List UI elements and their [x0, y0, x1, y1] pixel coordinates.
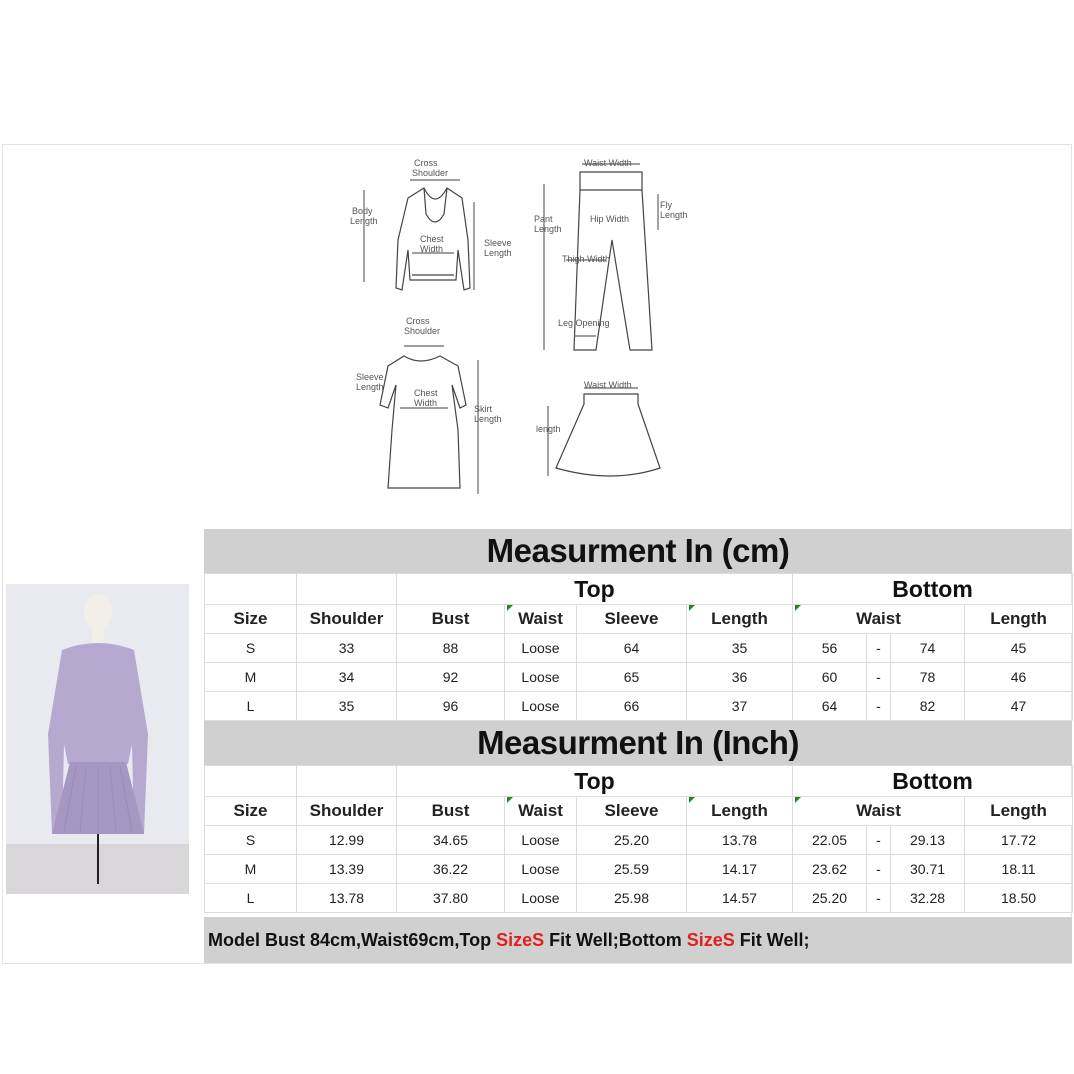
sweater-sketch: [364, 180, 474, 290]
size-tables: [204, 529, 1072, 913]
cell-bottom-length: 17.72: [965, 826, 1073, 855]
inch-group-top: Top: [397, 766, 793, 797]
label-skirt-length-a: Skirt: [474, 404, 492, 414]
table-row: [205, 855, 1073, 884]
label-sleeve-length-1a: Sleeve: [484, 238, 512, 248]
cm-header-sleeve: Sleeve: [577, 605, 687, 634]
cell-dash: -: [867, 884, 891, 913]
inch-header-bottom-length: Length: [965, 797, 1073, 826]
cell-bottom-waist-max: 82: [891, 692, 965, 721]
cm-group-row: [205, 574, 1073, 605]
label-fly-length-b: Length: [660, 210, 688, 220]
corner-tick: [507, 797, 513, 803]
cm-group-bottom: Bottom: [793, 574, 1073, 605]
cell-size: L: [205, 884, 297, 913]
label-cross-shoulder-2a: Cross: [406, 316, 430, 326]
label-chest-width-1a: Chest: [420, 234, 444, 244]
cell-bottom-waist-min: 60: [793, 663, 867, 692]
cell-waist: Loose: [505, 663, 577, 692]
label-cross-shoulder-1a: Cross: [414, 158, 438, 168]
cell-bust: 34.65: [397, 826, 505, 855]
cell-length: 36: [687, 663, 793, 692]
cell-length: 14.17: [687, 855, 793, 884]
cm-size-table: [204, 573, 1073, 721]
label-pant-length-a: Pant: [534, 214, 553, 224]
cell-waist: Loose: [505, 826, 577, 855]
corner-tick: [507, 605, 513, 611]
cell-bust: 96: [397, 692, 505, 721]
inch-header-sleeve: Sleeve: [577, 797, 687, 826]
cell-waist: Loose: [505, 855, 577, 884]
cell-bottom-waist-min: 25.20: [793, 884, 867, 913]
label-cross-shoulder-2b: Shoulder: [404, 326, 441, 336]
inch-header-bottom-waist: Waist: [793, 797, 965, 826]
inch-group-bottom: Bottom: [793, 766, 1073, 797]
label-waist-width-1: Waist Width: [584, 158, 632, 168]
inch-header-size: Size: [205, 797, 297, 826]
cell-size: L: [205, 692, 297, 721]
inch-header-length: Length: [687, 797, 793, 826]
cell-bottom-waist-max: 30.71: [891, 855, 965, 884]
note-text-2: Fit Well;Bottom: [544, 930, 687, 950]
label-chest-width-2a: Chest: [414, 388, 438, 398]
cell-size: S: [205, 826, 297, 855]
cell-bottom-length: 46: [965, 663, 1073, 692]
mannequin-outfit-image: [6, 584, 189, 894]
label-leg-opening: Leg Opening: [558, 318, 610, 328]
cell-bust: 37.80: [397, 884, 505, 913]
cell-shoulder: 13.78: [297, 884, 397, 913]
inch-size-table: [204, 765, 1073, 913]
corner-tick: [689, 605, 695, 611]
cell-sleeve: 25.59: [577, 855, 687, 884]
note-text-3: Fit Well;: [734, 930, 810, 950]
cm-header-waist: Waist: [505, 605, 577, 634]
table-row: [205, 634, 1073, 663]
cell-dash: -: [867, 692, 891, 721]
cell-bottom-waist-max: 74: [891, 634, 965, 663]
cell-sleeve: 65: [577, 663, 687, 692]
cell-size: M: [205, 663, 297, 692]
cm-header-row: [205, 605, 1073, 634]
label-sleeve-length-1b: Length: [484, 248, 512, 258]
inch-header-bust: Bust: [397, 797, 505, 826]
cell-bottom-length: 47: [965, 692, 1073, 721]
cell-bottom-waist-min: 23.62: [793, 855, 867, 884]
cell-dash: -: [867, 855, 891, 884]
cell-waist: Loose: [505, 884, 577, 913]
corner-tick: [689, 797, 695, 803]
inch-header-row: [205, 797, 1073, 826]
dress-sketch: [380, 346, 478, 494]
cm-group-top: Top: [397, 574, 793, 605]
label-skirt-length-b: Length: [474, 414, 502, 424]
label-fly-length-a: Fly: [660, 200, 672, 210]
cell-bottom-waist-max: 32.28: [891, 884, 965, 913]
inch-table-title: Measurment In (Inch): [204, 721, 1072, 765]
label-sleeve-length-2b: Length: [356, 382, 384, 392]
label-length: length: [536, 424, 561, 434]
cm-header-bottom-waist: Waist: [793, 605, 965, 634]
cell-bottom-waist-max: 78: [891, 663, 965, 692]
cm-header-bust: Bust: [397, 605, 505, 634]
cell-bottom-waist-min: 64: [793, 692, 867, 721]
note-size-top: SizeS: [496, 930, 545, 950]
table-row: [205, 663, 1073, 692]
cell-bust: 88: [397, 634, 505, 663]
cell-bottom-waist-min: 56: [793, 634, 867, 663]
cell-size: S: [205, 634, 297, 663]
cell-bust: 36.22: [397, 855, 505, 884]
cell-shoulder: 34: [297, 663, 397, 692]
label-waist-width-2: Waist Width: [584, 380, 632, 390]
label-cross-shoulder-1b: Shoulder: [412, 168, 449, 178]
cell-shoulder: 13.39: [297, 855, 397, 884]
cell-length: 14.57: [687, 884, 793, 913]
cell-sleeve: 64: [577, 634, 687, 663]
cell-waist: Loose: [505, 692, 577, 721]
cell-shoulder: 35: [297, 692, 397, 721]
cell-size: M: [205, 855, 297, 884]
inch-header-shoulder: Shoulder: [297, 797, 397, 826]
cell-dash: -: [867, 826, 891, 855]
cell-length: 37: [687, 692, 793, 721]
cell-bottom-waist-max: 29.13: [891, 826, 965, 855]
label-body-length-b: Length: [350, 216, 378, 226]
cm-header-length: Length: [687, 605, 793, 634]
label-chest-width-1b: Width: [420, 244, 444, 254]
cm-table-title: Measurment In (cm): [204, 529, 1072, 573]
garment-sketches: [340, 150, 710, 510]
cell-bottom-length: 45: [965, 634, 1073, 663]
cell-length: 35: [687, 634, 793, 663]
cell-bottom-length: 18.50: [965, 884, 1073, 913]
corner-tick: [795, 605, 801, 611]
cell-dash: -: [867, 634, 891, 663]
cell-dash: -: [867, 663, 891, 692]
cell-sleeve: 25.98: [577, 884, 687, 913]
cell-shoulder: 33: [297, 634, 397, 663]
label-sleeve-length-2a: Sleeve: [356, 372, 384, 382]
table-row: [205, 692, 1073, 721]
label-thigh-width: Thigh Width: [562, 254, 611, 264]
cm-header-size: Size: [205, 605, 297, 634]
cell-shoulder: 12.99: [297, 826, 397, 855]
skirt-sketch: [548, 388, 660, 476]
label-chest-width-2b: Width: [414, 398, 438, 408]
cell-length: 13.78: [687, 826, 793, 855]
model-fit-note: [204, 917, 1072, 963]
table-row: [205, 826, 1073, 855]
measurement-diagram: [340, 150, 710, 510]
label-body-length-a: Body: [352, 206, 373, 216]
table-row: [205, 884, 1073, 913]
note-size-bottom: SizeS: [686, 930, 735, 950]
cell-waist: Loose: [505, 634, 577, 663]
label-hip-width: Hip Width: [590, 214, 630, 224]
cm-header-shoulder: Shoulder: [297, 605, 397, 634]
label-pant-length-b: Length: [534, 224, 562, 234]
cell-bust: 92: [397, 663, 505, 692]
inch-group-row: [205, 766, 1073, 797]
corner-tick: [795, 797, 801, 803]
cell-sleeve: 25.20: [577, 826, 687, 855]
product-photo: [6, 584, 189, 894]
inch-header-waist: Waist: [505, 797, 577, 826]
cell-sleeve: 66: [577, 692, 687, 721]
cm-header-bottom-length: Length: [965, 605, 1073, 634]
cell-bottom-waist-min: 22.05: [793, 826, 867, 855]
note-text-1: Model Bust 84cm,Waist69cm,Top: [208, 930, 497, 950]
cell-bottom-length: 18.11: [965, 855, 1073, 884]
